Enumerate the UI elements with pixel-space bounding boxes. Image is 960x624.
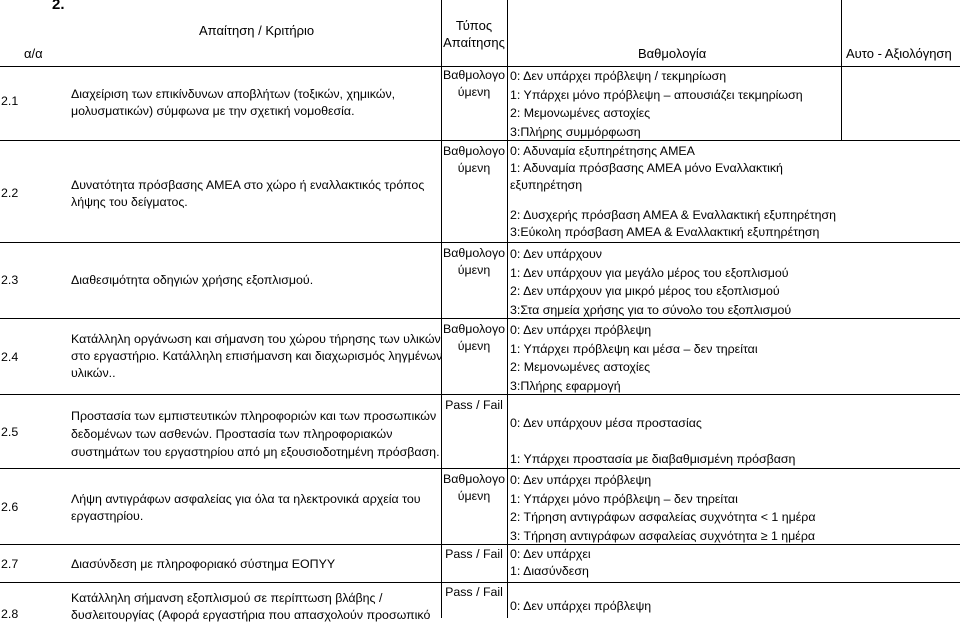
requirement-type xyxy=(442,471,506,505)
grade-option: 0: Αδυναμία εξυπηρέτησης ΑΜΕΑ xyxy=(510,144,695,158)
type-line: ύμενη xyxy=(457,263,491,277)
type-line: ύμενη xyxy=(457,339,491,353)
grade-option: 2: Δεν υπάρχουν για μικρό μέρος του εξοπλισμού xyxy=(510,284,780,298)
type-line: Pass / Fail xyxy=(445,585,503,599)
grading-options xyxy=(510,207,836,241)
requirement-line: μολυσματικών) σύμφωνα με την σχετική νομοθεσία. xyxy=(71,104,355,118)
grading-options xyxy=(510,546,591,580)
type-line: ύμενη xyxy=(457,161,491,175)
row-id: 2.1 xyxy=(1,94,19,108)
requirement-type xyxy=(442,245,506,279)
type-line: Βαθμολογο xyxy=(442,472,506,486)
requirement-text xyxy=(71,272,313,289)
grade-option: εξυπηρέτηση xyxy=(510,178,583,192)
row-border xyxy=(0,242,960,243)
grade-option: 3:Πλήρης συμμόρφωση xyxy=(510,124,641,139)
grading-options xyxy=(510,321,758,395)
row-border xyxy=(0,544,960,545)
requirement-line: δυσλειτουργίας (Αφορά εργαστήρια που απασχολούν προσωπικό xyxy=(71,608,431,622)
requirement-line: στο εργαστήριο. Κατάλληλη επισήμανση και διαχωρισμός ληγμένων xyxy=(71,349,443,363)
grade-option: 1: Υπάρχει προστασία με διαβαθμισμένη πρόσβαση xyxy=(510,452,796,466)
requirement-line: Προστασία των εμπιστευτικών πληροφοριών και των προσωπικών xyxy=(71,409,437,423)
grade-option: 0: Δεν υπάρχει πρόβλεψη xyxy=(510,473,652,487)
grade-option: 1: Διασύνδεση xyxy=(510,564,589,578)
grade-option: 0: Δεν υπάρχουν μέσα προστασίας xyxy=(510,416,702,430)
grade-option: 2: Μεμονωμένες αστοχίες xyxy=(510,106,651,120)
grade-option: 3:Πλήρης εφαρμογή xyxy=(510,378,621,393)
requirement-text xyxy=(71,556,335,573)
requirement-type xyxy=(442,67,506,101)
type-line: ύμενη xyxy=(457,489,491,503)
requirement-line: δεδομένων των ασθενών. Προστασία των πληροφοριακών xyxy=(71,427,393,441)
row-id: 2.6 xyxy=(1,500,19,514)
row-border xyxy=(0,318,960,319)
header-requirement: Απαίτηση / Κριτήριο xyxy=(199,23,315,38)
grading-options xyxy=(510,245,791,319)
type-line: Pass / Fail xyxy=(445,547,503,561)
requirement-line: Διαχείριση των επικίνδυνων αποβλήτων (τοξικών, χημικών, xyxy=(71,87,396,101)
row-id: 2.2 xyxy=(1,186,19,200)
type-line: Βαθμολογο xyxy=(442,322,506,336)
requirement-line: Διασύνδεση με πληροφοριακό σύστημα ΕΟΠΥΥ xyxy=(71,557,336,571)
type-line: ύμενη xyxy=(457,85,491,99)
requirement-line: Διαθεσιμότητα οδηγιών χρήσης εξοπλισμού. xyxy=(71,273,314,287)
requirement-line: Λήψη αντιγράφων ασφαλείας για όλα τα ηλεκτρονικά αρχεία του xyxy=(71,492,421,506)
grading-options xyxy=(510,67,803,141)
grade-option: 1: Υπάρχει μόνο πρόβλεψη – δεν τηρείται xyxy=(510,491,738,506)
requirement-text xyxy=(71,590,430,624)
grade-option: 3:Στα σημεία χρήσης για το σύνολο του εξοπλισμού xyxy=(510,302,792,317)
requirement-line: Δυνατότητα πρόσβασης ΑΜΕΑ στο χώρο ή εναλλακτικός τρόπος xyxy=(71,178,425,192)
grade-option: 1: Αδυναμία πρόσβασης ΑΜΕΑ μόνο Εναλλακτική xyxy=(510,161,783,175)
row-id: 2.7 xyxy=(1,557,19,571)
requirement-text xyxy=(71,177,424,211)
header-type-line1: Τύπος xyxy=(455,18,493,33)
grade-option: 0: Δεν υπάρχει πρόβλεψη xyxy=(510,599,652,613)
header-grading: Βαθμολογία xyxy=(638,46,707,61)
grade-option: 0: Δεν υπάρχει πρόβλεψη xyxy=(510,323,652,337)
header-type xyxy=(442,17,506,51)
type-line: Βαθμολογο xyxy=(442,144,506,158)
grade-option: 2: Μεμονωμένες αστοχίες xyxy=(510,360,651,374)
row-id: 2.4 xyxy=(1,350,19,364)
requirement-type xyxy=(442,584,506,601)
requirement-text xyxy=(71,491,421,525)
grade-option: 0: Δεν υπάρχουν xyxy=(510,247,602,261)
row-border xyxy=(0,468,960,469)
grade-option: 1: Υπάρχει πρόβλεψη και μέσα – δεν τηρείται xyxy=(510,341,758,356)
section-number: 2. xyxy=(52,0,65,13)
type-line: Pass / Fail xyxy=(445,398,503,412)
type-line: Βαθμολογο xyxy=(442,68,506,82)
type-line: Βαθμολογο xyxy=(442,246,506,260)
requirement-type xyxy=(442,143,506,177)
row-border xyxy=(0,582,960,583)
grade-option: 0: Δεν υπάρχει xyxy=(510,547,591,561)
grade-option: 3:Εύκολη πρόσβαση ΑΜΕΑ & Εναλλακτική εξυπηρέτηση xyxy=(510,225,820,239)
header-aa: α/α xyxy=(24,46,43,61)
grade-option: 2: Τήρηση αντιγράφων ασφαλείας συχνότητα < 1 ημέρα xyxy=(510,510,816,524)
requirement-line: συστημάτων του εργαστηρίου από μη εξουσιοδοτημένη πρόσβαση. xyxy=(71,445,440,459)
requirement-line: υλικών.. xyxy=(71,366,116,380)
requirement-line: Κατάλληλη σήμανση εξοπλισμού σε περίπτωση βλάβης / xyxy=(71,591,383,605)
grade-option: 1: Δεν υπάρχουν για μεγάλο μέρος του εξοπλισμού xyxy=(510,265,789,280)
grading-options xyxy=(510,143,783,194)
requirement-type xyxy=(442,397,506,414)
grade-option: 2: Δυσχερής πρόσβαση ΑΜΕΑ & Εναλλακτική εξυπηρέτηση xyxy=(510,208,837,222)
requirement-text xyxy=(71,331,442,382)
requirement-type xyxy=(442,321,506,355)
requirement-line: Κατάλληλη οργάνωση και σήμανση του χώρου τήρησης των υλικών xyxy=(71,332,441,346)
requirement-line: λήψης του δείγματος. xyxy=(71,195,188,209)
header-self-evaluation: Αυτο - Αξιολόγηση xyxy=(846,46,952,61)
requirement-text xyxy=(71,86,395,120)
row-id: 2.5 xyxy=(1,425,19,439)
column-border xyxy=(841,0,842,140)
grading-options xyxy=(510,471,815,545)
grade-option: 3: Τήρηση αντιγράφων ασφαλείας συχνότητα ≥ 1 ημέρα xyxy=(510,528,816,543)
row-id: 2.3 xyxy=(1,273,19,287)
requirement-type xyxy=(442,546,506,563)
grade-option: 1: Υπάρχει μόνο πρόβλεψη – απουσιάζει τεκμηρίωση xyxy=(510,87,803,102)
grade-option: 0: Δεν υπάρχει πρόβλεψη / τεκμηρίωση xyxy=(510,69,727,83)
requirement-line: εργαστηρίου. xyxy=(71,509,144,523)
column-border xyxy=(507,0,508,618)
header-type-line2: Απαίτησης xyxy=(443,35,505,50)
row-id: 2.8 xyxy=(1,607,19,621)
requirement-text xyxy=(71,407,440,461)
row-border xyxy=(0,140,960,141)
row-border xyxy=(0,394,960,395)
